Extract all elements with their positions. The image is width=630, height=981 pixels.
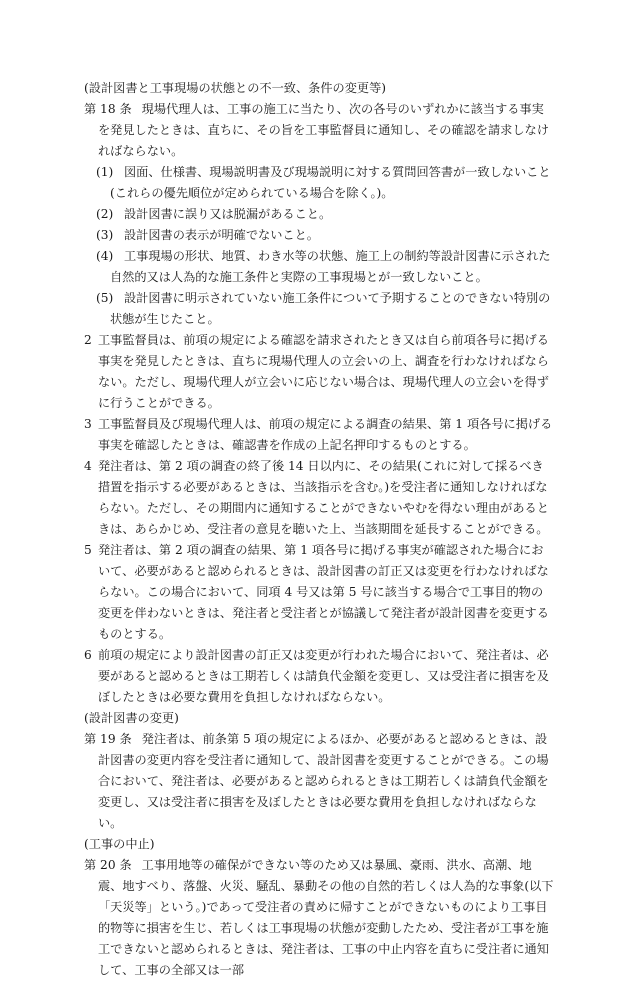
article-18-text: 現場代理人は、工事の施工に当たり、次の各号のいずれかに該当する事実を発見したときは、直ちに、その旨を工事監督員に通知し、その確認を請求しなければならない。: [98, 102, 549, 158]
item-number: (1): [96, 165, 114, 179]
item-text: 設計図書に明示されていない施工条件について予期することのできない特別の状態が生じたこと。: [110, 291, 551, 326]
item-text: 設計図書の表示が明確でないこと。: [124, 228, 319, 242]
article-20-text: 工事用地等の確保ができない等のため又は暴風、豪雨、洪水、高潮、地震、地すべり、落盤、火災、騒乱、暴動その他の自然的若しくは人為的な事象(以下「天災等」という。)であって受注者の責めに帰すことができないものにより工事目的物等に損害を生じ、若しくは工事現場の状態が変動したため、受注者が工事を施工できないと認められるときは、発注者は、工事の中止内容を直ちに受注者に通知して、工事の全部又は一部: [98, 858, 554, 977]
article-18-item-1: [84, 162, 554, 204]
paragraph-text: 発注者は、第 2 項の調査の終了後 14 日以内に、その結果(これに対して採るべき措置を指示する必要があるときは、当該指示を含む。)を受注者に通知しなければならない。ただし、その期間内に通知することができないやむを得ない理由があるときは、あらかじめ、受注者の意見を聴いた上、当該期間を延長することができる。: [98, 459, 549, 536]
item-number: (2): [96, 207, 114, 221]
paragraph-number: 3: [84, 417, 92, 431]
item-number: (5): [96, 291, 114, 305]
article-18-heading: (設計図書と工事現場の状態との不一致、条件の変更等): [84, 81, 387, 95]
article-18-item-2: [84, 204, 554, 225]
article-19-text: 発注者は、前条第 5 項の規定によるほか、必要があると認めるときは、設計図書の変更内容を受注者に通知して、設計図書を変更することができる。この場合において、発注者は、必要があると認められるときは工期若しくは請負代金額を変更し、又は受注者に損害を及ぼしたときは必要な費用を負担しなければならない。: [98, 732, 549, 830]
article-19: [84, 729, 554, 834]
paragraph-number: 2: [84, 333, 92, 347]
article-18-item-4: [84, 246, 554, 288]
article-18-paragraph-6: [84, 645, 554, 708]
item-text: 図面、仕様書、現場説明書及び現場説明に対する質問回答書が一致しないこと(これらの優先順位が定められている場合を除く。)。: [110, 165, 551, 200]
article-18-number: 第 18 条: [84, 102, 132, 116]
item-number: (4): [96, 249, 114, 263]
article-18-item-3: [84, 225, 554, 246]
item-text: 設計図書に誤り又は脱漏があること。: [124, 207, 332, 221]
article-19-heading: (設計図書の変更): [84, 711, 179, 725]
paragraph-text: 工事監督員及び現場代理人は、前項の規定による調査の結果、第 1 項各号に掲げる事実を確認したときは、確認書を作成の上記名押印するものとする。: [98, 417, 553, 452]
article-18-paragraph-2: [84, 330, 554, 414]
item-text: 工事現場の形状、地質、わき水等の状態、施工上の制約等設計図書に示された自然的又は人為的な施工条件と実際の工事現場とが一致しないこと。: [110, 249, 551, 284]
article-20-heading: (工事の中止): [84, 837, 155, 851]
document-page: [84, 78, 554, 981]
article-20: [84, 855, 554, 981]
paragraph-number: 4: [84, 459, 92, 473]
paragraph-text: 前項の規定により設計図書の訂正又は変更が行われた場合において、発注者は、必要があると認めるときは工期若しくは請負代金額を変更し、又は受注者に損害を及ぼしたときは必要な費用を負担しなければならない。: [98, 648, 549, 704]
paragraph-number: 6: [84, 648, 92, 662]
article-18-item-5: [84, 288, 554, 330]
article-18-paragraph-5: [84, 540, 554, 645]
article-19-number: 第 19 条: [84, 732, 132, 746]
paragraph-number: 5: [84, 543, 92, 557]
article-20-number: 第 20 条: [84, 858, 132, 872]
paragraph-text: 工事監督員は、前項の規定による確認を請求されたとき又は自ら前項各号に掲げる事実を発見したときは、直ちに現場代理人の立会いの上、調査を行わなければならない。ただし、現場代理人が立会いに応じない場合は、現場代理人の立会いを得ずに行うことができる。: [98, 333, 549, 410]
article-18-paragraph-3: [84, 414, 554, 456]
article-18: [84, 99, 554, 162]
paragraph-text: 発注者は、第 2 項の調査の結果、第 1 項各号に掲げる事実が確認された場合において、必要があると認められるときは、設計図書の訂正又は変更を行わなければならない。この場合において、同項 4 号又は第 5 号に該当する場合で工事目的物の変更を伴わないときは、発注者と受注者とが協議して発注者が設計図書を変更するものとする。: [98, 543, 549, 641]
item-number: (3): [96, 228, 114, 242]
article-18-paragraph-4: [84, 456, 554, 540]
